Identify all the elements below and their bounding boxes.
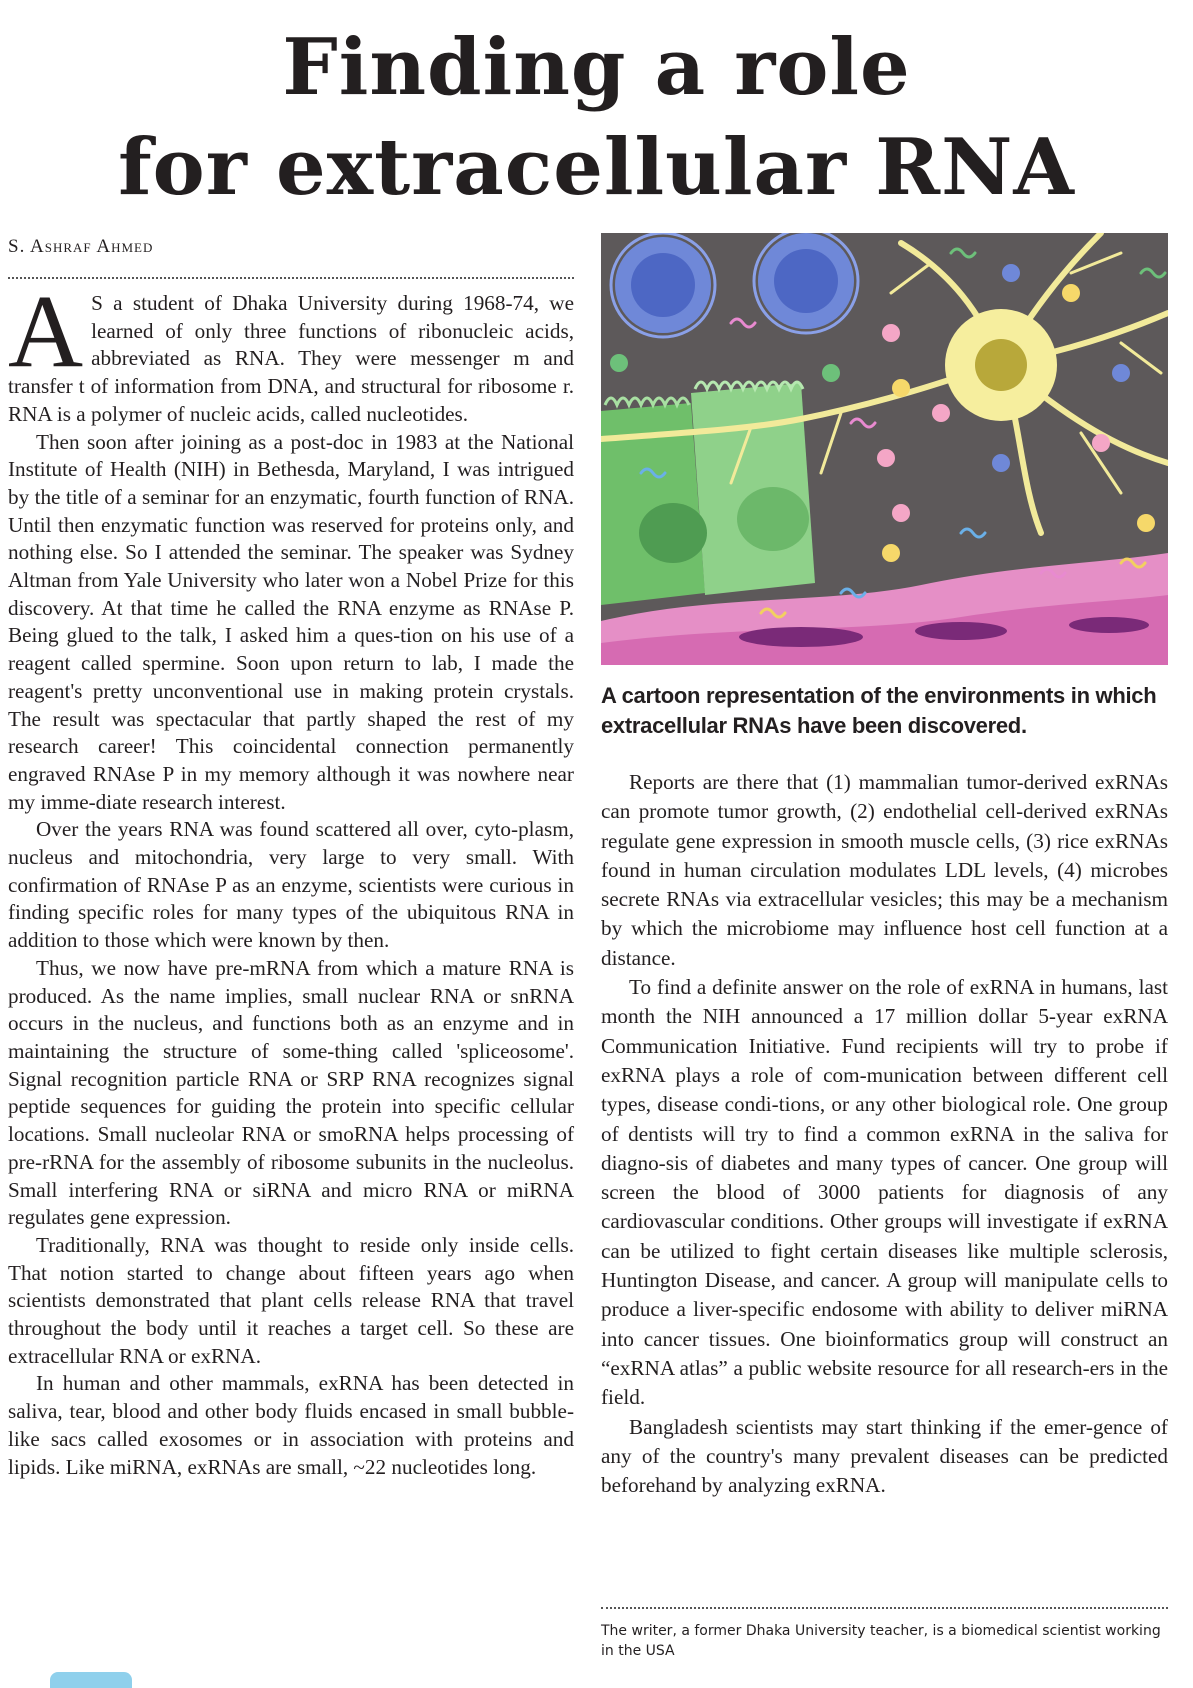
paragraph: In human and other mammals, exRNA has been detected in saliva, tear, blood and other body fluids encased in small bubble-like sacs called exosomes or in association with proteins and lipids. Like miRNA, exRNAs are small, ~22 nucleotides long. [8, 1371, 574, 1479]
headline-line-1: Finding a role [282, 22, 911, 113]
exrna-illustration [601, 233, 1168, 665]
paragraph: Reports are there that (1) mammalian tumor-derived exRNAs can promote tumor growth, (2) endothelial cell-derived exRNAs regulate gene expression in smooth muscle cells, (3) rice exRNAs found in human circulation modulates LDL levels, (4) microbes secrete RNAs via extracellular vesicles; this may be a mechanism by which the microbiome may influence host cell function at a distance. [601, 770, 1168, 970]
headline-line-2: for extracellular RNA [118, 122, 1075, 213]
left-column [8, 274, 574, 1481]
paragraph [8, 274, 574, 429]
paragraph: Traditionally, RNA was thought to reside only inside cells. That notion started to change about fifteen years ago when scientists demonstrated that plant cells release RNA that travel throughout the body until it reaches a target cell. So these are extracellular RNA or exRNA. [8, 1232, 574, 1368]
headline [0, 18, 1193, 218]
footer-divider [601, 1607, 1168, 1609]
paragraph: Then soon after joining as a post-doc in 1983 at the National Institute of Health (NIH) in Bethesda, Maryland, I was intrigued by the title of a seminar for an enzymatic, fourth function of RNA. Until then enzymatic function was reserved for proteins only, and nothing else. So I attended the seminar. The speaker was Sydney Altman from Yale University who later won a Nobel Prize for this discovery. At that time he called the RNA enzyme as RNAse P. Being glued to the talk, I asked him a ques-tion on his use of a reagent called spermine. Soon upon return to lab, I made the reagent's pretty unconventional use in making protein crystals. The result was spectacular that partly shaped the rest of my research career! This coincidental connection permanently engraved RNAse P in my memory although it was nowhere near my imme-diate research interest. [8, 429, 574, 814]
paragraph: Over the years RNA was found scattered all over, cyto-plasm, nucleus and mitochondria, very large to very small. With confirmation of RNAse P as an enzyme, scientists were curious in finding specific roles for many types of the ubiquitous RNA in addition to those which were known by then. [8, 817, 574, 953]
page-edge-tab [50, 1672, 132, 1688]
byline-divider [8, 277, 574, 279]
figure-caption: A cartoon representation of the environments in which extracellular RNAs have been discovered. [601, 683, 1157, 738]
cell-environment-illustration [601, 233, 1168, 665]
paragraph: Thus, we now have pre-mRNA from which a mature RNA is produced. As the name implies, small nuclear RNA or snRNA occurs in the nucleus, and functions both as an enzyme and in maintaining the structure of some-thing called 'spliceosome'. Signal recognition particle RNA or SRP RNA recognizes signal peptide sequences for guiding the protein into specific cellular locations. Small nucleolar RNA or smoRNA helps processing of pre-rRNA for the assembly of ribosome subunits in the nucleolus. Small interfering RNA or siRNA and micro RNA or miRNA regulates gene expression. [8, 955, 574, 1230]
paragraph: To find a definite answer on the role of exRNA in humans, last month the NIH announced a 17 million dollar 5-year exRNA Communication Initiative. Fund recipients will try to probe if exRNA plays a role of com-munication between different cell types, disease condi-tions, or any other biological role. One group of dentists will try to find a common exRNA in the saliva for diagno-sis of diabetes and many types of cancer. One group will screen the blood of 3000 patients for diagnosis of any cardiovascular conditions. Other groups will investigate if exRNA can be utilized to fight certain diseases like multiple sclerosis, Huntington Disease, and cancer. A group will manipulate cells to produce a liver-specific endosome with ability to deliver miRNA into cancer tissues. One bioinformatics group will construct an “exRNA atlas” a public website resource for all research-ers in the field. [601, 975, 1168, 1410]
right-column [601, 768, 1168, 1500]
byline: S. Ashraf Ahmed [8, 236, 154, 257]
paragraph-text: S a student of Dhaka University during 1968-74, we learned of only three functions of ribonucleic acids, abbreviated as RNA. They were messenger m and transfer t of information from DNA, and structural for ribosome r. RNA is a polymer of nucleic acids, called nucleotides. [8, 291, 574, 426]
drop-cap: A [8, 274, 84, 389]
paragraph: Bangladesh scientists may start thinking if the emer-gence of any of the country's many prevalent diseases can be predicted beforehand by analyzing exRNA. [601, 1414, 1168, 1498]
writer-note: The writer, a former Dhaka University teacher, is a biomedical scientist working in the USA [601, 1623, 1161, 1659]
